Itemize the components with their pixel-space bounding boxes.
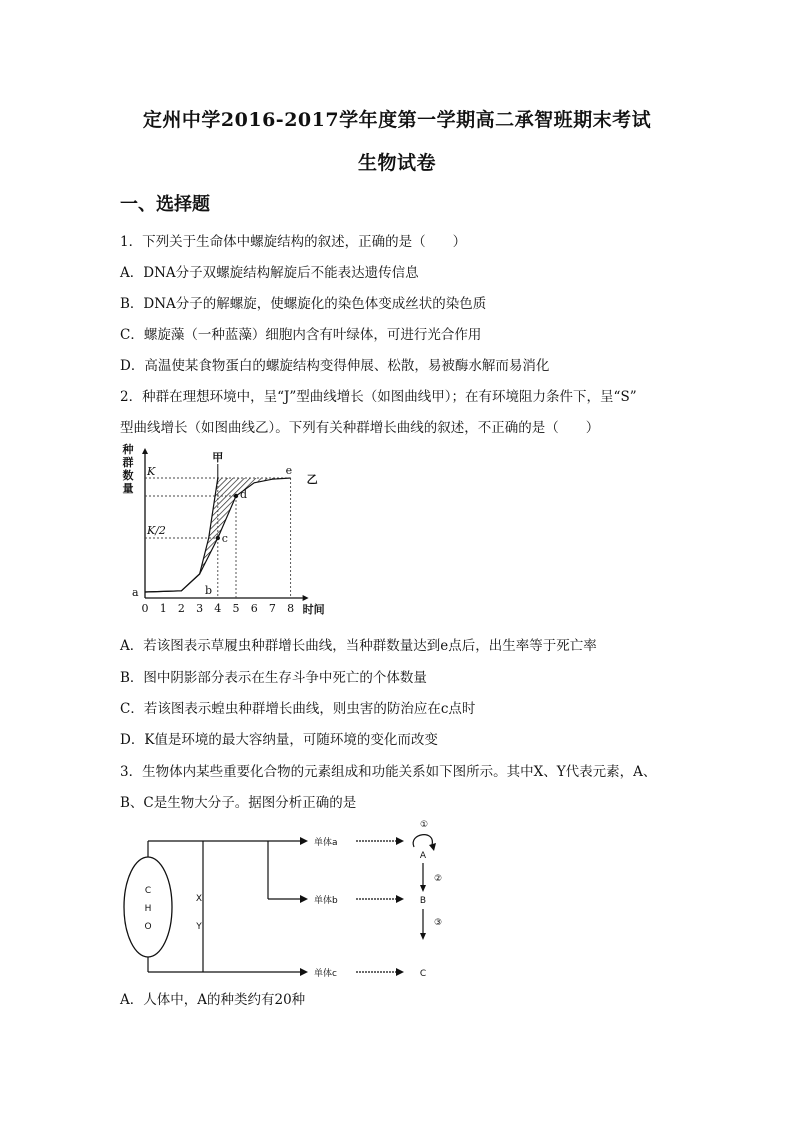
x-tick-label: 5 — [232, 602, 240, 615]
q3-stem-line1: 3．生物体内某些重要化合物的元素组成和功能关系如下图所示。其中X、Y代表元素，A、 — [120, 764, 657, 780]
element-y-label: Y — [196, 922, 202, 932]
x-axis-title: 时间 — [302, 603, 325, 616]
macromolecule-b: B — [419, 896, 427, 906]
q1-option-b: B．DNA分子的解螺旋，使螺旋化的染色体变成丝状的染色质 — [120, 296, 487, 312]
x-tick-label: 8 — [287, 602, 295, 615]
x-tick-label: 2 — [177, 602, 185, 615]
y-axis-title-char: 量 — [122, 482, 134, 495]
q1-option-a: A．DNA分子双螺旋结构解旋后不能表达遗传信息 — [120, 265, 419, 281]
y-axis-arrow — [142, 448, 148, 454]
q2-option-a: A．若该图表示草履虫种群增长曲线，当种群数量达到e点后，出生率等于死亡率 — [120, 638, 597, 654]
monomer-c-label: 单体c — [314, 969, 337, 979]
point-e-label: e — [285, 464, 293, 477]
q2-stem-line1: 2．种群在理想环境中，呈“J”型曲线增长（如图曲线甲）；在有环境阻力条件下，呈“S” — [120, 389, 637, 405]
point-d-dot — [234, 494, 238, 498]
y-axis-title-char: 数 — [122, 469, 134, 482]
point-c-dot — [216, 536, 220, 540]
y-tick-k: K — [147, 465, 156, 478]
x-tick-label: 0 — [141, 602, 149, 615]
q1-option-c: C．螺旋藻（一种蓝藻）细胞内含有叶绿体，可进行光合作用 — [120, 327, 482, 343]
compound-relationship-diagram — [118, 815, 458, 980]
monomer-b-label: 单体b — [314, 896, 338, 906]
arrow-to-monomer-c — [300, 968, 308, 976]
macromolecule-c: C — [419, 969, 427, 979]
element-h-label: H — [144, 904, 152, 914]
x-tick-label: 3 — [196, 602, 204, 615]
point-c-label: c — [221, 532, 228, 545]
population-growth-chart — [118, 440, 348, 625]
q2-option-c: C．若该图表示蝗虫种群增长曲线，则虫害的防治应在c点时 — [120, 701, 476, 717]
y-axis-title-char: 群 — [122, 456, 134, 469]
macromolecule-a: A — [419, 851, 427, 861]
monomer-a-label: 单体a — [314, 838, 338, 848]
exam-title: 定州中学2016-2017学年度第一学期高二承智班期末考试 — [142, 109, 652, 131]
series-s-label: 乙 — [306, 473, 318, 486]
element-o-label: O — [144, 922, 152, 932]
x-tick-label: 6 — [250, 602, 258, 615]
step-1-label: ① — [419, 820, 429, 830]
q2-stem-line2: 型曲线增长（如图曲线乙）。下列有关种群增长曲线的叙述，不正确的是（ ） — [120, 420, 600, 436]
series-j-label: 甲 — [212, 451, 224, 464]
point-a-label: a — [132, 586, 139, 599]
exam-subtitle: 生物试卷 — [357, 152, 436, 174]
y-tick-k-half: K/2 — [147, 524, 166, 537]
point-b-label: b — [205, 584, 213, 597]
q2-option-d: D．K值是环境的最大容纳量，可随环境的变化而改变 — [120, 732, 438, 748]
q3-option-a: A．人体中，A的种类约有20种 — [120, 992, 306, 1008]
x-tick-label: 7 — [268, 602, 276, 615]
element-x-label: X — [195, 894, 203, 904]
q3-stem-line2: B、C是生物大分子。据图分析正确的是 — [120, 795, 357, 811]
arrow-to-monomer-a — [300, 837, 308, 845]
x-tick-label: 1 — [159, 602, 167, 615]
arrow-to-monomer-b — [300, 895, 308, 903]
y-axis-title-char: 种 — [122, 443, 134, 456]
x-axis-arrow — [303, 595, 309, 601]
step-2-label: ② — [434, 874, 443, 884]
q2-option-b: B．图中阴影部分表示在生存斗争中死亡的个体数量 — [120, 670, 427, 686]
x-tick-label: 4 — [214, 602, 222, 615]
q1-stem: 1．下列关于生命体中螺旋结构的叙述，正确的是（ ） — [120, 234, 467, 250]
element-c-label: C — [144, 886, 152, 896]
q1-option-d: D．高温使某食物蛋白的螺旋结构变得伸展、松散，易被酶水解而易消化 — [120, 358, 550, 374]
step-3-label: ③ — [434, 918, 443, 928]
section-heading: 一、选择题 — [120, 194, 210, 215]
point-d-label: d — [240, 488, 248, 501]
